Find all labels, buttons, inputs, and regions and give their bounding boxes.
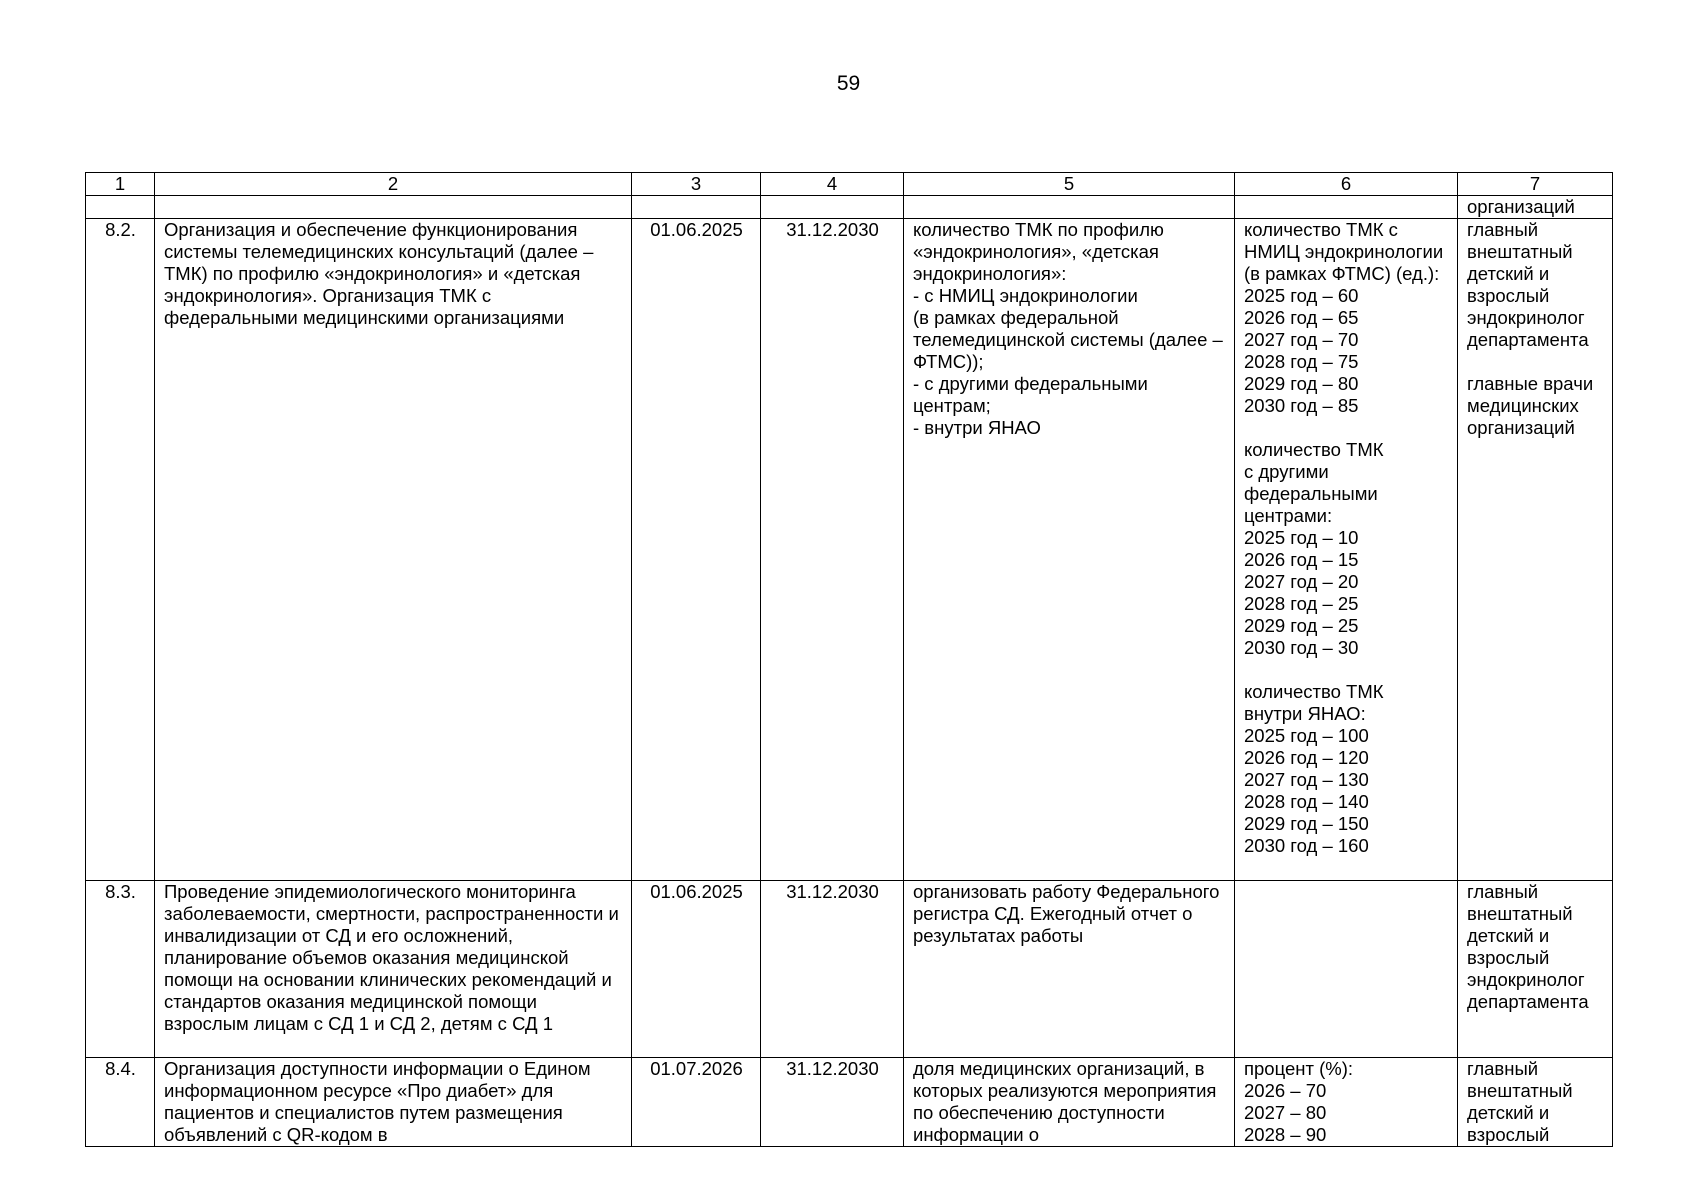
measures-table <box>85 172 1613 1147</box>
column-header-6: 6 <box>1235 173 1458 196</box>
column-header-2: 2 <box>155 173 632 196</box>
result-cell: количество ТМК по профилю «эндокринология», «детская эндокринология»: - с НМИЦ эндокринологии (в рамках федеральной телемедицинской системы (далее – ФТМС)); - с другими федеральными центрам; - внутри ЯНАО <box>904 219 1235 881</box>
activity-cell <box>155 196 632 219</box>
responsible-cell: организаций <box>1458 196 1613 219</box>
result-cell <box>904 196 1235 219</box>
activity-cell: Проведение эпидемиологического мониторинга заболеваемости, смертности, распространенности и инвалидизации от СД и его осложнений, планирование объемов оказания медицинской помощи на основании клинических рекомендаций и стандартов оказания медицинской помощи взрослым лицам с СД 1 и СД 2, детям с СД 1 <box>155 881 632 1058</box>
column-header-7: 7 <box>1458 173 1613 196</box>
item-number-cell: 8.4. <box>86 1058 155 1147</box>
indicator-cell <box>1235 196 1458 219</box>
indicator-cell: количество ТМК с НМИЦ эндокринологии (в рамках ФТМС) (ед.): 2025 год – 60 2026 год – 65 2027 год – 70 2028 год – 75 2029 год – 80 2030 год – 85 количество ТМК с другими федеральными центрами: 2025 год – 10 2026 год – 15 2027 год – 20 2028 год – 25 2029 год – 25 2030 год – 30 количество ТМК внутри ЯНАО: 2025 год – 100 2026 год – 120 2027 год – 130 2028 год – 140 2029 год – 150 2030 год – 160 <box>1235 219 1458 881</box>
item-number-cell: 8.2. <box>86 219 155 881</box>
end-date-cell: 31.12.2030 <box>761 881 904 1058</box>
start-date-cell: 01.06.2025 <box>632 881 761 1058</box>
responsible-cell: главный внештатный детский и взрослый эндокринолог департамента главные врачи медицинских организаций <box>1458 219 1613 881</box>
indicator-cell <box>1235 881 1458 1058</box>
start-date-cell <box>632 196 761 219</box>
column-header-4: 4 <box>761 173 904 196</box>
responsible-cell: главный внештатный детский и взрослый <box>1458 1058 1613 1147</box>
table-row-continuation <box>86 196 1613 219</box>
page-number: 59 <box>836 72 861 95</box>
result-cell: доля медицинских организаций, в которых реализуются мероприятия по обеспечению доступности информации о <box>904 1058 1235 1147</box>
end-date-cell: 31.12.2030 <box>761 1058 904 1147</box>
column-header-5: 5 <box>904 173 1235 196</box>
indicator-cell: процент (%): 2026 – 70 2027 – 80 2028 – 90 <box>1235 1058 1458 1147</box>
start-date-cell: 01.07.2026 <box>632 1058 761 1147</box>
responsible-cell: главный внештатный детский и взрослый эндокринолог департамента <box>1458 881 1613 1058</box>
item-number-cell: 8.3. <box>86 881 155 1058</box>
column-header-3: 3 <box>632 173 761 196</box>
column-header-1: 1 <box>86 173 155 196</box>
column-number-header-row <box>86 173 1613 196</box>
activity-cell: Организация и обеспечение функционирования системы телемедицинских консультаций (далее – ТМК) по профилю «эндокринология» и «детская эндокринология». Организация ТМК с федеральными медицинскими организациями <box>155 219 632 881</box>
activity-cell: Организация доступности информации о Едином информационном ресурсе «Про диабет» для пациентов и специалистов путем размещения объявлений с QR-кодом в <box>155 1058 632 1147</box>
end-date-cell <box>761 196 904 219</box>
end-date-cell: 31.12.2030 <box>761 219 904 881</box>
start-date-cell: 01.06.2025 <box>632 219 761 881</box>
table-row-8-2 <box>86 219 1613 881</box>
table-row-8-3 <box>86 881 1613 1058</box>
table-row-8-4 <box>86 1058 1613 1147</box>
result-cell: организовать работу Федерального регистра СД. Ежегодный отчет о результатах работы <box>904 881 1235 1058</box>
item-number-cell <box>86 196 155 219</box>
